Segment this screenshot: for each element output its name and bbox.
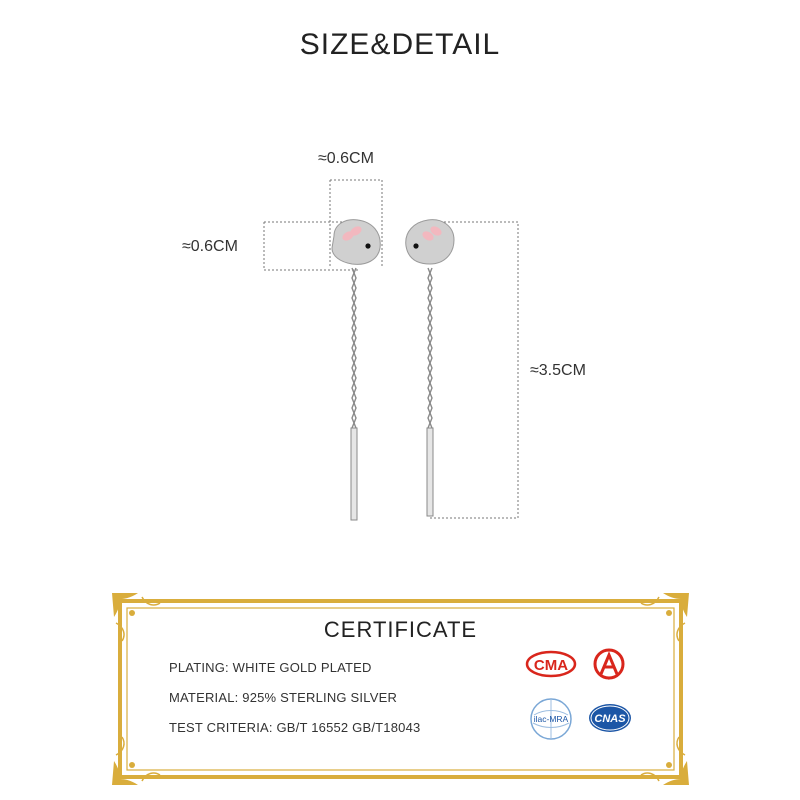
- svg-text:ilac-MRA: ilac-MRA: [533, 714, 569, 724]
- svg-text:CNAS: CNAS: [594, 713, 626, 725]
- cnas-logo-icon: [587, 701, 633, 735]
- left-earring: [332, 220, 380, 520]
- spec-material: MATERIAL: 925% STERLING SILVER: [169, 690, 398, 705]
- ilac-mra-logo-icon: [526, 695, 576, 745]
- certificate-panel: [112, 593, 689, 785]
- cma-logo-icon: [525, 649, 577, 679]
- spec-test-criteria: TEST CRITERIA: GB/T 16552 GB/T18043: [169, 720, 421, 735]
- dimension-guides: [264, 180, 518, 518]
- height-dimension-label: ≈0.6CM: [182, 238, 238, 255]
- right-earring: [406, 220, 454, 516]
- svg-text:CA: CA: [608, 680, 610, 681]
- width-dimension-label: ≈0.6CM: [318, 150, 374, 167]
- certificate-title: CERTIFICATE: [323, 617, 478, 642]
- length-dimension-label: ≈3.5CM: [530, 362, 586, 379]
- svg-text:CMA: CMA: [533, 657, 569, 674]
- page-title: SIZE&DETAIL: [299, 28, 501, 61]
- ca-logo-icon: [589, 647, 629, 681]
- spec-plating: PLATING: WHITE GOLD PLATED: [169, 660, 372, 675]
